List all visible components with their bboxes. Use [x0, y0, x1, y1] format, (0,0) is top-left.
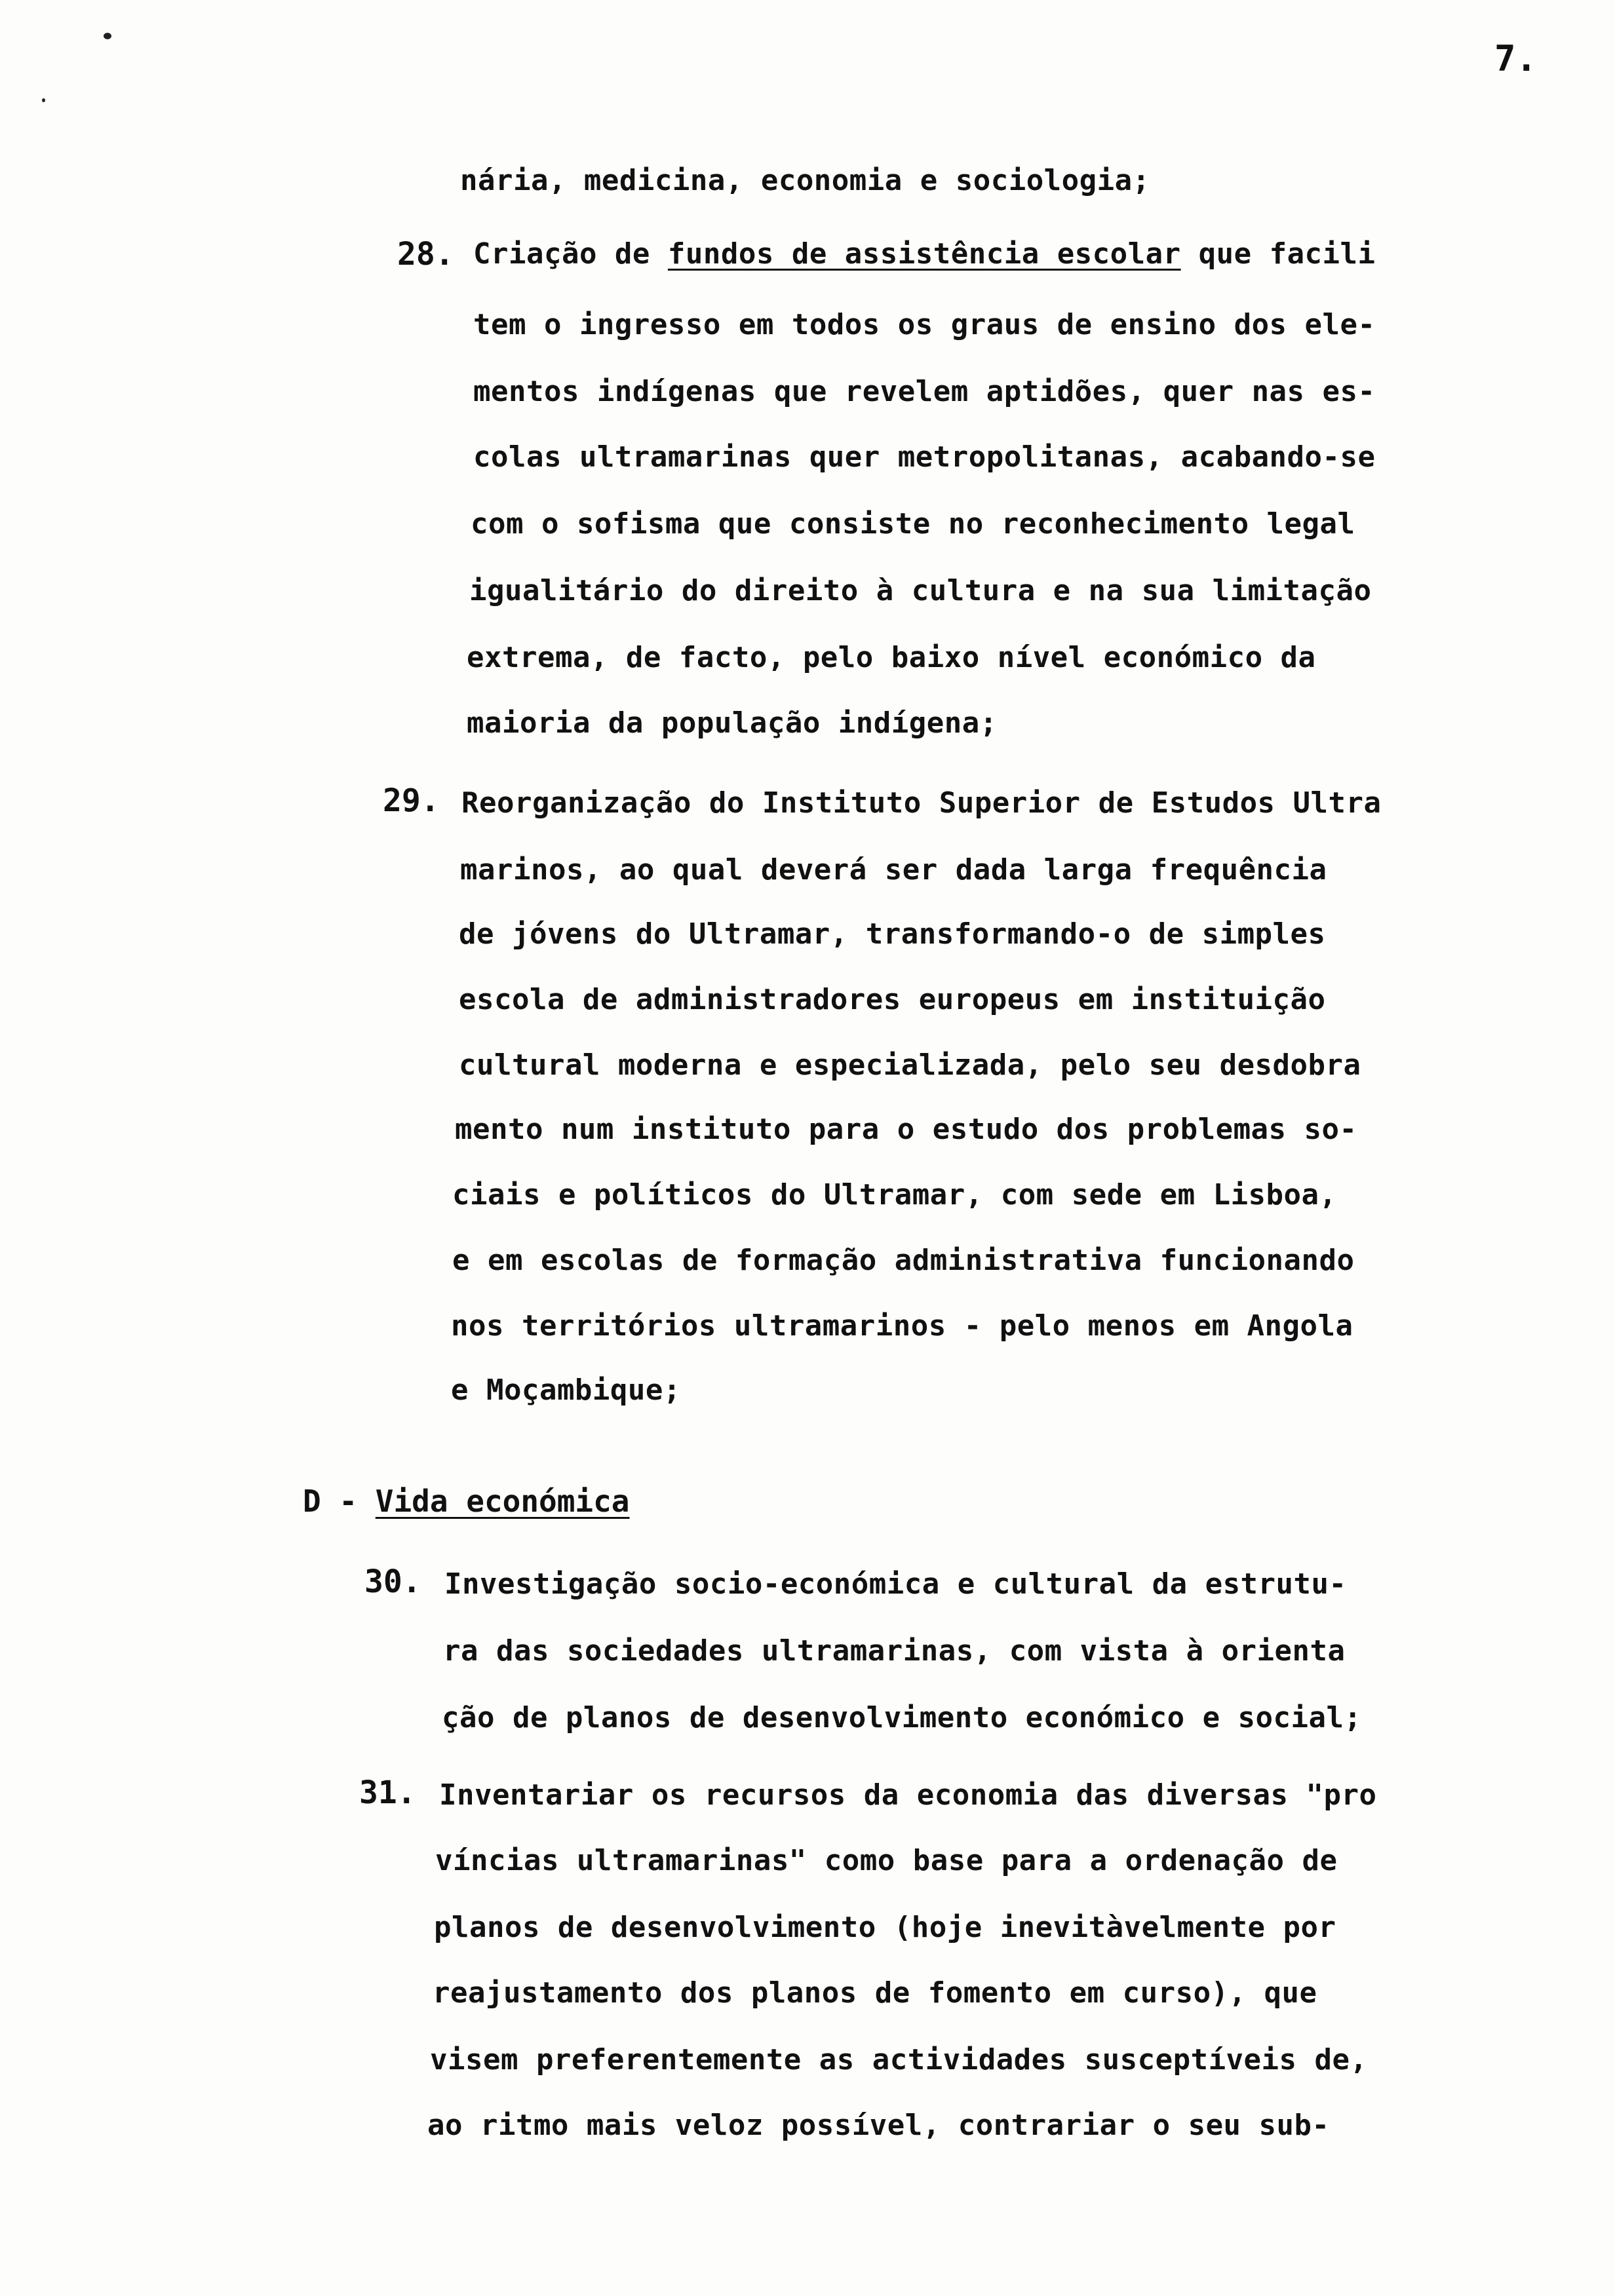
- item-28-line: com o sofisma que consiste no reconhecimento legal: [471, 507, 1355, 541]
- item-28-text: que facili: [1180, 237, 1376, 271]
- item-30-line: Investigação socio-económica e cultural da estrutu-: [444, 1567, 1347, 1601]
- item-29-line: marinos, ao qual deverá ser dada larga frequência: [460, 853, 1327, 887]
- item-28-line: mentos indígenas que revelem aptidões, quer nas es-: [473, 375, 1376, 408]
- item-31-line: ao ritmo mais veloz possível, contrariar o seu sub-: [427, 2109, 1330, 2142]
- item-27-tail-line: nária, medicina, economia e sociologia;: [460, 164, 1150, 197]
- item-30-line: ra das sociedades ultramarinas, com vista à orienta: [443, 1634, 1346, 1668]
- page-number: 7.: [1494, 38, 1538, 79]
- scan-speck: [104, 33, 111, 39]
- scan-speck: [42, 98, 45, 102]
- item-30-number: 30.: [364, 1563, 421, 1600]
- item-29-line: de jóvens do Ultramar, transformando-o de simples: [459, 917, 1326, 951]
- item-28-number: 28.: [397, 236, 454, 273]
- item-28-line: extrema, de facto, pelo baixo nível económico da: [467, 641, 1316, 674]
- section-d-prefix: D -: [303, 1483, 376, 1519]
- item-28-line: colas ultramarinas quer metropolitanas, acabando-se: [473, 440, 1376, 474]
- item-28-line: igualitário do direito à cultura e na sua limitação: [469, 574, 1372, 607]
- item-30-line: ção de planos de desenvolvimento económico e social;: [442, 1701, 1362, 1734]
- item-29-line: cultural moderna e especializada, pelo seu desdobra: [459, 1048, 1361, 1082]
- item-28-line: maioria da população indígena;: [467, 706, 998, 740]
- section-d-heading: [303, 1483, 630, 1519]
- item-29-line: e em escolas de formação administrativa funcionando: [452, 1244, 1355, 1277]
- item-28-emphasis: fundos de assistência escolar: [667, 237, 1181, 271]
- item-31-line: Inventariar os recursos da economia das diversas "pro: [439, 1778, 1377, 1812]
- item-28-text: Criação de: [473, 237, 668, 271]
- item-31-line: víncias ultramarinas" como base para a ordenação de: [435, 1844, 1338, 1877]
- item-29-line: e Moçambique;: [451, 1373, 681, 1407]
- item-28-line: tem o ingresso em todos os graus de ensino dos ele-: [473, 308, 1376, 341]
- item-29-line: ciais e políticos do Ultramar, com sede em Lisboa,: [452, 1178, 1337, 1212]
- item-29-line: mento num instituto para o estudo dos problemas so-: [455, 1113, 1357, 1146]
- item-28-line: [473, 237, 1376, 271]
- item-31-number: 31.: [359, 1774, 416, 1811]
- section-d-title: Vida económica: [375, 1483, 630, 1519]
- item-29-line: Reorganização do Instituto Superior de Estudos Ultra: [461, 786, 1382, 820]
- item-29-number: 29.: [383, 782, 440, 819]
- item-29-line: nos territórios ultramarinos - pelo menos em Angola: [451, 1309, 1353, 1343]
- item-31-line: reajustamento dos planos de fomento em curso), que: [433, 1976, 1317, 2010]
- item-31-line: visem preferentemente as actividades susceptíveis de,: [430, 2043, 1368, 2076]
- item-29-line: escola de administradores europeus em instituição: [459, 983, 1326, 1016]
- item-31-line: planos de desenvolvimento (hoje inevitàvelmente por: [434, 1911, 1336, 1944]
